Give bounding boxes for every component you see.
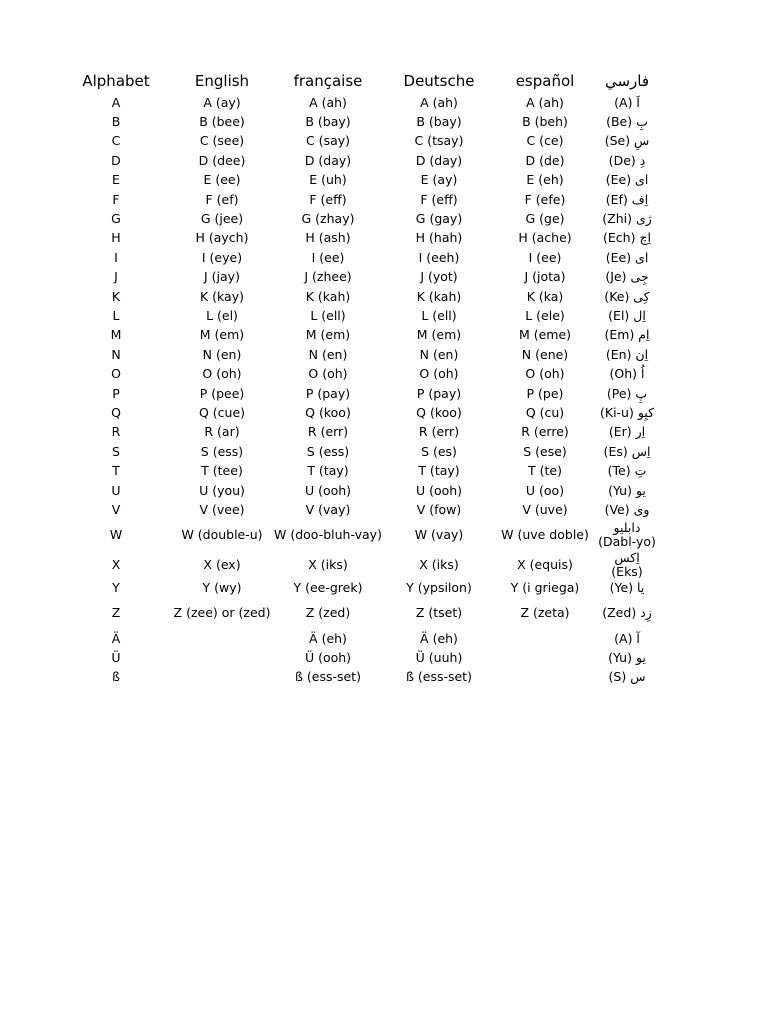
cell-german: S (es) bbox=[421, 443, 457, 459]
cell-english: F (ef) bbox=[205, 191, 239, 207]
cell-english: Y (wy) bbox=[202, 580, 242, 596]
cell-spanish: H (ache) bbox=[518, 230, 572, 246]
cell-german: Ü (uuh) bbox=[415, 650, 463, 666]
cell-spanish: Z (zeta) bbox=[520, 605, 570, 621]
table-row bbox=[59, 93, 657, 112]
cell-persian: پِ (Pe) bbox=[606, 385, 648, 401]
table-row bbox=[59, 209, 657, 228]
table-row bbox=[59, 132, 657, 151]
cell-spanish: B (beh) bbox=[522, 114, 568, 130]
cell-alphabet: F bbox=[112, 191, 120, 207]
cell-english: K (kay) bbox=[199, 288, 244, 304]
cell-alphabet: P bbox=[112, 385, 120, 401]
cell-french: U (ooh) bbox=[304, 482, 352, 498]
cell-german: Ä (eh) bbox=[420, 630, 458, 646]
cell-persian: زِد (Zed) bbox=[602, 605, 652, 621]
cell-english: D (dee) bbox=[198, 152, 246, 168]
cell-french: P (pay) bbox=[305, 385, 351, 401]
cell-german: M (em) bbox=[416, 327, 462, 343]
cell-persian: اِن (En) bbox=[605, 346, 649, 362]
cell-alphabet: L bbox=[112, 307, 120, 323]
cell-french: X (iks) bbox=[308, 556, 348, 572]
cell-english: A (ay) bbox=[203, 94, 241, 110]
cell-english: Q (cue) bbox=[198, 404, 246, 420]
cell-alphabet: X bbox=[111, 556, 121, 572]
cell-alphabet: D bbox=[111, 152, 121, 168]
cell-persian: تِ (Te) bbox=[607, 463, 647, 479]
cell-spanish: N (ene) bbox=[521, 346, 569, 362]
cell-alphabet: S bbox=[112, 443, 120, 459]
cell-french: L (ell) bbox=[310, 307, 346, 323]
cell-german: K (kah) bbox=[416, 288, 462, 304]
cell-french: G (zhay) bbox=[301, 211, 355, 227]
table-row bbox=[59, 668, 657, 687]
cell-persian: اِف (Ef) bbox=[605, 191, 649, 207]
cell-alphabet: I bbox=[114, 249, 118, 265]
cell-french: Y (ee-grek) bbox=[293, 580, 363, 596]
cell-french: O (oh) bbox=[308, 366, 348, 382]
cell-persian: اِل (El) bbox=[608, 307, 646, 323]
cell-persian: یا (Ye) bbox=[609, 580, 645, 596]
cell-german: G (gay) bbox=[415, 211, 463, 227]
cell-german: T (tay) bbox=[418, 463, 460, 479]
cell-persian: یو (Yu) bbox=[608, 482, 646, 498]
table-row bbox=[59, 648, 657, 667]
cell-spanish: K (ka) bbox=[526, 288, 564, 304]
cell-persian: ای (Ee) bbox=[605, 249, 649, 265]
cell-french: ß (ess-set) bbox=[295, 669, 361, 685]
cell-persian: وی (Ve) bbox=[604, 501, 650, 517]
table-row bbox=[59, 481, 657, 500]
cell-alphabet: W bbox=[109, 527, 123, 543]
cell-alphabet: U bbox=[111, 482, 121, 498]
cell-english bbox=[173, 648, 271, 667]
cell-english: B (bee) bbox=[199, 114, 245, 130]
cell-alphabet: Y bbox=[112, 580, 120, 596]
table-row bbox=[59, 345, 657, 364]
cell-spanish: F (efe) bbox=[524, 191, 566, 207]
column-header-persian: فارسي bbox=[604, 71, 650, 90]
table-row bbox=[59, 306, 657, 325]
column-header-german: Deutsche bbox=[403, 71, 475, 90]
table-row bbox=[59, 403, 657, 422]
cell-english: X (ex) bbox=[203, 556, 241, 572]
cell-german: W (vay) bbox=[414, 527, 464, 543]
cell-german: Q (koo) bbox=[416, 404, 462, 420]
cell-french: N (en) bbox=[308, 346, 348, 362]
table-row bbox=[59, 248, 657, 267]
cell-spanish: G (ge) bbox=[525, 211, 565, 227]
cell-english: S (ess) bbox=[200, 443, 244, 459]
cell-german: D (day) bbox=[415, 152, 463, 168]
cell-german: N (en) bbox=[419, 346, 459, 362]
cell-english: N (en) bbox=[202, 346, 242, 362]
cell-persian: اِم (Em) bbox=[604, 327, 650, 343]
cell-french: E (uh) bbox=[309, 172, 347, 188]
cell-alphabet: Q bbox=[111, 404, 121, 420]
cell-spanish: I (ee) bbox=[528, 249, 562, 265]
cell-french: R (err) bbox=[307, 424, 349, 440]
table-row bbox=[59, 500, 657, 519]
cell-spanish: Q (cu) bbox=[525, 404, 565, 420]
cell-english: Z (zee) or (zed) bbox=[173, 605, 271, 621]
table-row bbox=[59, 384, 657, 403]
cell-german: B (bay) bbox=[416, 114, 462, 130]
cell-alphabet: R bbox=[111, 424, 121, 440]
table-row bbox=[59, 268, 657, 287]
cell-persian: ای (Ee) bbox=[605, 172, 649, 188]
cell-persian: اِر (Er) bbox=[608, 424, 646, 440]
cell-spanish: C (ce) bbox=[526, 133, 564, 149]
cell-alphabet: ß bbox=[112, 669, 120, 685]
table-row bbox=[59, 442, 657, 461]
cell-german: X (iks) bbox=[419, 556, 459, 572]
cell-alphabet: A bbox=[111, 94, 121, 110]
table-row bbox=[59, 598, 657, 629]
table-body bbox=[59, 93, 657, 687]
cell-german: O (oh) bbox=[419, 366, 459, 382]
cell-spanish: M (eme) bbox=[518, 327, 572, 343]
cell-persian: آ (A) bbox=[614, 630, 640, 646]
cell-persian: بِ (Be) bbox=[606, 114, 648, 130]
cell-french: Q (koo) bbox=[305, 404, 351, 420]
cell-german: E (ay) bbox=[420, 172, 458, 188]
table-row bbox=[59, 287, 657, 306]
cell-english: L (el) bbox=[206, 307, 238, 323]
cell-german: P (pay) bbox=[416, 385, 462, 401]
cell-persian: یو (Yu) bbox=[608, 650, 646, 666]
cell-english: M (em) bbox=[199, 327, 245, 343]
cell-alphabet: N bbox=[111, 346, 121, 362]
cell-english: R (ar) bbox=[204, 424, 240, 440]
cell-alphabet: G bbox=[111, 211, 121, 227]
cell-persian: اِکس (Eks) bbox=[611, 550, 643, 579]
table-row bbox=[59, 423, 657, 442]
cell-persian: اَ (A) bbox=[614, 94, 640, 110]
cell-persian: س (S) bbox=[608, 669, 646, 685]
cell-spanish: O (oh) bbox=[525, 366, 565, 382]
alphabet-table bbox=[59, 68, 657, 687]
cell-french: C (say) bbox=[305, 133, 351, 149]
table-row bbox=[59, 151, 657, 170]
cell-spanish: U (oo) bbox=[525, 482, 565, 498]
table-row bbox=[59, 171, 657, 190]
cell-persian: جِی (Je) bbox=[605, 269, 649, 285]
cell-spanish: D (de) bbox=[525, 152, 565, 168]
cell-german: C (tsay) bbox=[414, 133, 464, 149]
cell-spanish: V (uve) bbox=[522, 501, 568, 517]
cell-french: Ä (eh) bbox=[309, 630, 347, 646]
cell-persian: ژی (Zhi) bbox=[602, 211, 652, 227]
cell-french: S (ess) bbox=[306, 443, 350, 459]
cell-spanish: R (erre) bbox=[521, 424, 569, 440]
cell-french: F (eff) bbox=[309, 191, 347, 207]
table-row bbox=[59, 190, 657, 209]
cell-spanish: A (ah) bbox=[526, 94, 564, 110]
cell-spanish bbox=[493, 648, 597, 667]
cell-english: J (jay) bbox=[204, 269, 240, 285]
table-row bbox=[59, 364, 657, 383]
cell-spanish: Y (i griega) bbox=[510, 580, 580, 596]
cell-alphabet: K bbox=[111, 288, 121, 304]
cell-english: C (see) bbox=[199, 133, 245, 149]
cell-spanish: T (te) bbox=[528, 463, 562, 479]
cell-french: V (vay) bbox=[305, 501, 351, 517]
table-row bbox=[59, 551, 657, 579]
cell-spanish bbox=[493, 629, 597, 648]
cell-french: D (day) bbox=[304, 152, 352, 168]
cell-alphabet: H bbox=[111, 230, 121, 246]
table-row bbox=[59, 629, 657, 648]
cell-alphabet: O bbox=[111, 366, 121, 382]
cell-persian: اُ (Oh) bbox=[609, 366, 645, 382]
cell-german: F (eff) bbox=[420, 191, 458, 207]
cell-spanish: X (equis) bbox=[517, 556, 573, 572]
cell-alphabet: J bbox=[114, 269, 118, 285]
cell-alphabet: Ä bbox=[111, 630, 121, 646]
table-row bbox=[59, 112, 657, 131]
cell-spanish bbox=[493, 668, 597, 687]
table-header bbox=[59, 68, 657, 93]
cell-persian: کیِو (Ki-u) bbox=[599, 404, 655, 420]
cell-german: I (eeh) bbox=[418, 249, 460, 265]
cell-english: W (double-u) bbox=[181, 527, 263, 543]
cell-french: B (bay) bbox=[305, 114, 351, 130]
cell-persian: دِ (De) bbox=[608, 152, 646, 168]
cell-french: A (ah) bbox=[309, 94, 347, 110]
cell-alphabet: V bbox=[111, 501, 121, 517]
cell-spanish: L (ele) bbox=[525, 307, 565, 323]
cell-english: U (you) bbox=[199, 482, 245, 498]
cell-french: Z (zed) bbox=[305, 605, 351, 621]
cell-french: I (ee) bbox=[311, 249, 345, 265]
cell-persian: اِچ (Ech) bbox=[603, 230, 651, 246]
column-header-alphabet: Alphabet bbox=[82, 71, 150, 90]
cell-german: A (ah) bbox=[420, 94, 458, 110]
cell-english: T (tee) bbox=[201, 463, 243, 479]
cell-german: ß (ess-set) bbox=[406, 669, 472, 685]
cell-alphabet: E bbox=[112, 172, 120, 188]
table-row bbox=[59, 579, 657, 598]
cell-spanish: P (pe) bbox=[526, 385, 564, 401]
column-header-english: English bbox=[194, 71, 250, 90]
cell-english: O (oh) bbox=[202, 366, 242, 382]
cell-persian: کِی (Ke) bbox=[604, 288, 650, 304]
cell-french: K (kah) bbox=[305, 288, 351, 304]
cell-persian: دابلیو (Dabl-yo) bbox=[598, 520, 656, 550]
cell-english: H (aych) bbox=[195, 230, 249, 246]
cell-english bbox=[173, 668, 271, 687]
cell-german: R (err) bbox=[418, 424, 460, 440]
cell-alphabet: Ü bbox=[111, 650, 121, 666]
cell-alphabet: B bbox=[111, 114, 121, 130]
cell-alphabet: C bbox=[111, 133, 121, 149]
cell-persian: سِ (Se) bbox=[604, 133, 650, 149]
cell-spanish: S (ese) bbox=[523, 443, 567, 459]
cell-english: V (vee) bbox=[199, 501, 245, 517]
cell-french: T (tay) bbox=[307, 463, 349, 479]
cell-english: E (ee) bbox=[203, 172, 241, 188]
cell-spanish: W (uve doble) bbox=[501, 527, 589, 543]
cell-persian: اِس (Es) bbox=[603, 443, 651, 459]
cell-spanish: E (eh) bbox=[526, 172, 564, 188]
cell-german: Y (ypsilon) bbox=[406, 580, 472, 596]
cell-alphabet: T bbox=[112, 463, 120, 479]
cell-spanish: J (jota) bbox=[524, 269, 566, 285]
cell-french: J (zhee) bbox=[304, 269, 352, 285]
table-row bbox=[59, 229, 657, 248]
cell-german: H (hah) bbox=[415, 230, 463, 246]
cell-english: G (jee) bbox=[200, 211, 244, 227]
cell-french: Ü (ooh) bbox=[304, 650, 352, 666]
cell-french: W (doo-bluh-vay) bbox=[274, 527, 382, 543]
cell-german: L (ell) bbox=[421, 307, 457, 323]
table-row bbox=[59, 520, 657, 551]
column-header-french: française bbox=[293, 71, 363, 90]
cell-german: Z (tset) bbox=[415, 605, 463, 621]
cell-english bbox=[173, 629, 271, 648]
cell-french: H (ash) bbox=[305, 230, 351, 246]
cell-french: M (em) bbox=[305, 327, 351, 343]
cell-alphabet: Z bbox=[111, 605, 121, 621]
table-row bbox=[59, 461, 657, 480]
header-row bbox=[59, 68, 657, 93]
cell-english: P (pee) bbox=[199, 385, 245, 401]
cell-alphabet: M bbox=[110, 327, 122, 343]
cell-german: J (yot) bbox=[420, 269, 458, 285]
cell-german: U (ooh) bbox=[415, 482, 463, 498]
cell-german: V (fow) bbox=[416, 501, 462, 517]
cell-english: I (eye) bbox=[201, 249, 243, 265]
column-header-spanish: español bbox=[515, 71, 575, 90]
table-row bbox=[59, 326, 657, 345]
